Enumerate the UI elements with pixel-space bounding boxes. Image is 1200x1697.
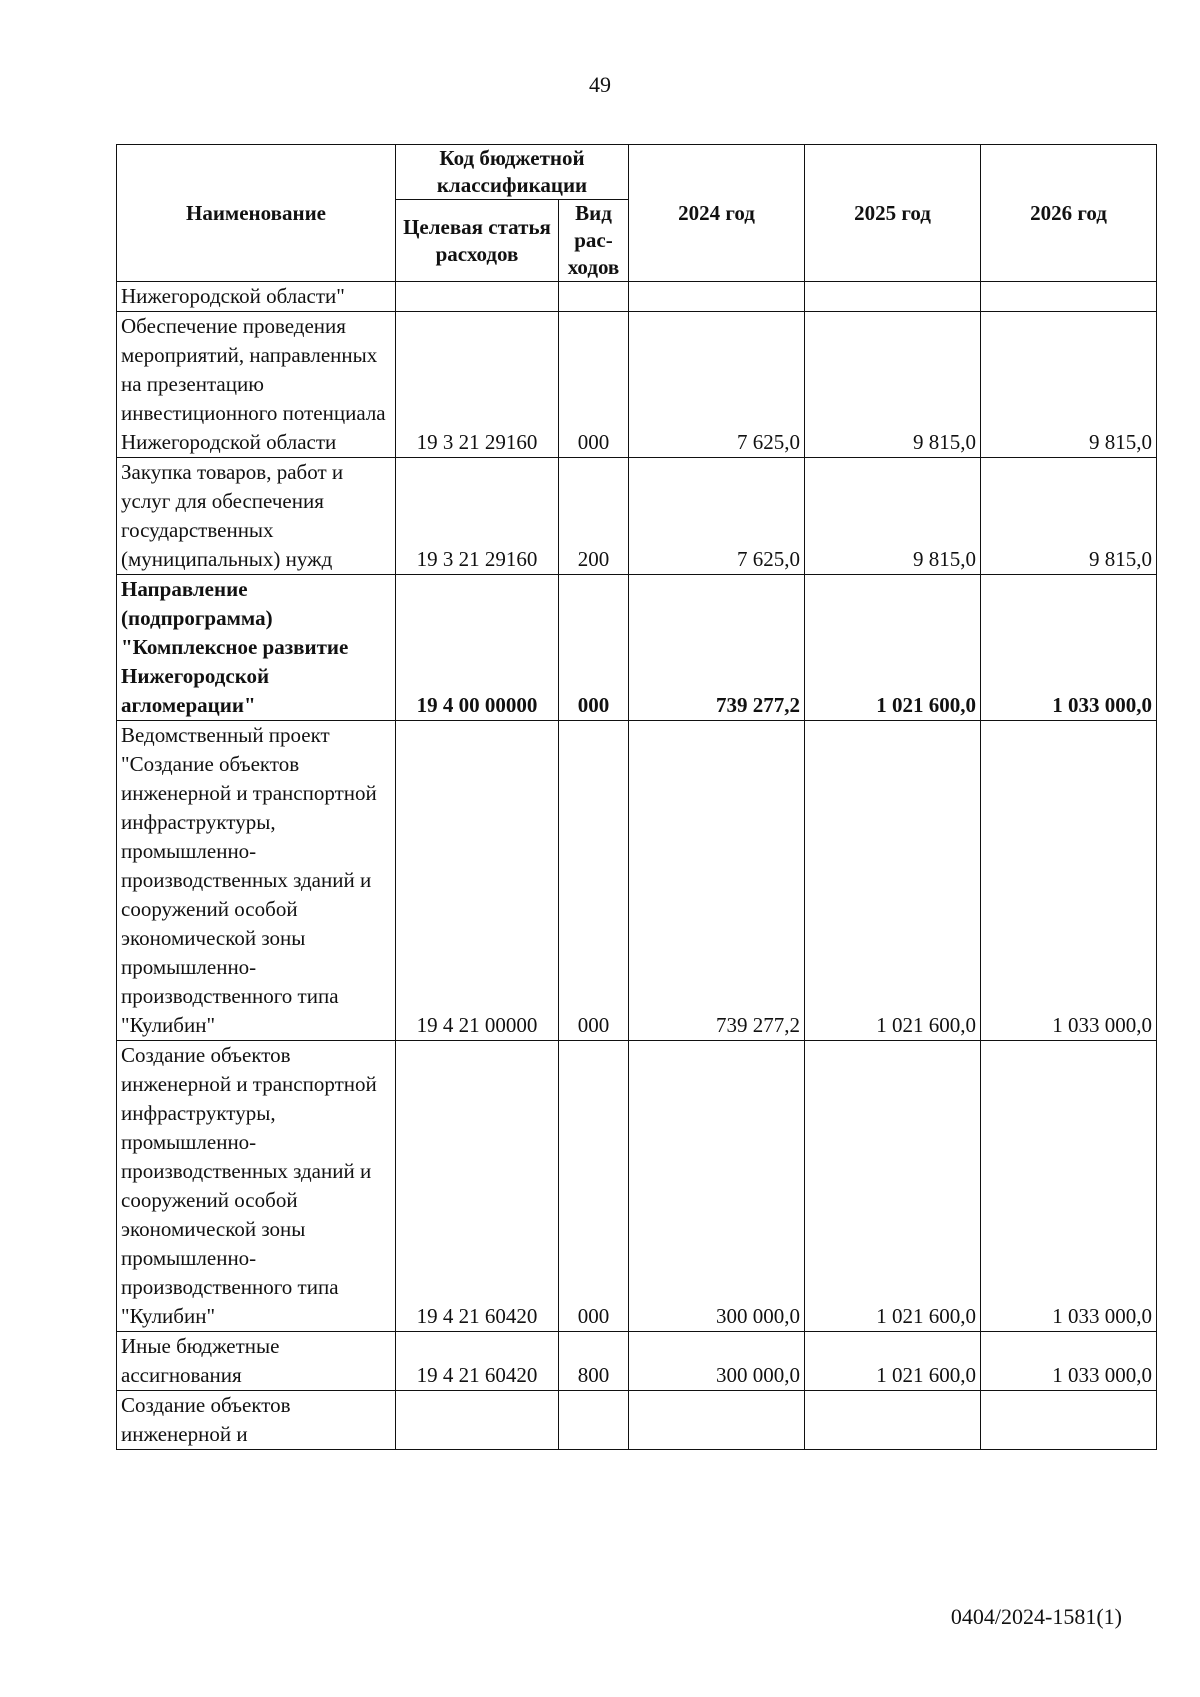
row-code-cell: 19 3 21 29160: [396, 312, 559, 458]
row-kind-cell: 800: [559, 1332, 629, 1391]
row-2025-cell: [805, 282, 981, 312]
row-name-cell: Ведомственный проект "Создание объектов инженерной и транспортной инфраструктуры, промышленно-производственных зданий и сооружений особой экономической зоны промышленно-производственного типа "Кулибин": [117, 721, 396, 1041]
table-row: [117, 282, 1157, 312]
page-number: 49: [589, 72, 611, 97]
row-2024-cell: 300 000,0: [629, 1332, 805, 1391]
row-code-cell: [396, 282, 559, 312]
row-2024-cell: 739 277,2: [629, 575, 805, 721]
row-name-cell: Нижегородской области": [117, 282, 396, 312]
header-2024: 2024 год: [629, 145, 805, 282]
table-body: [117, 282, 1157, 1450]
header-code-group: Код бюджетной классификации: [396, 145, 629, 200]
row-2024-cell: 300 000,0: [629, 1041, 805, 1332]
row-2025-cell: 9 815,0: [805, 312, 981, 458]
header-2026: 2026 год: [981, 145, 1157, 282]
row-code-cell: 19 3 21 29160: [396, 458, 559, 575]
row-name-cell: Иные бюджетные ассигнования: [117, 1332, 396, 1391]
row-2026-cell: [981, 1391, 1157, 1450]
row-code-cell: 19 4 00 00000: [396, 575, 559, 721]
row-kind-cell: 000: [559, 1041, 629, 1332]
row-2026-cell: 1 033 000,0: [981, 721, 1157, 1041]
table-row: [117, 1041, 1157, 1332]
row-2025-cell: 1 021 600,0: [805, 575, 981, 721]
row-2026-cell: 1 033 000,0: [981, 1332, 1157, 1391]
row-2026-cell: 9 815,0: [981, 458, 1157, 575]
header-target: Целевая статья расходов: [396, 200, 559, 282]
row-2025-cell: [805, 1391, 981, 1450]
row-code-cell: [396, 1391, 559, 1450]
header-name: Наименование: [117, 145, 396, 282]
row-2025-cell: 1 021 600,0: [805, 721, 981, 1041]
table-row: [117, 1332, 1157, 1391]
row-2026-cell: 9 815,0: [981, 312, 1157, 458]
row-kind-cell: 000: [559, 721, 629, 1041]
row-2026-cell: 1 033 000,0: [981, 1041, 1157, 1332]
row-2025-cell: 1 021 600,0: [805, 1041, 981, 1332]
row-2024-cell: [629, 1391, 805, 1450]
row-kind-cell: [559, 1391, 629, 1450]
table-row: [117, 458, 1157, 575]
row-name-cell: Закупка товаров, работ и услуг для обеспечения государственных (муниципальных) нужд: [117, 458, 396, 575]
row-kind-cell: 000: [559, 312, 629, 458]
header-2025: 2025 год: [805, 145, 981, 282]
row-name-cell: Обеспечение проведения мероприятий, направленных на презентацию инвестиционного потенциала Нижегородской области: [117, 312, 396, 458]
row-2024-cell: 739 277,2: [629, 721, 805, 1041]
row-code-cell: 19 4 21 60420: [396, 1041, 559, 1332]
table-row: [117, 575, 1157, 721]
table-row: [117, 721, 1157, 1041]
row-2025-cell: 9 815,0: [805, 458, 981, 575]
budget-table: [116, 144, 1157, 1450]
row-2026-cell: [981, 282, 1157, 312]
row-2026-cell: 1 033 000,0: [981, 575, 1157, 721]
row-name-cell: Направление (подпрограмма) "Комплексное развитие Нижегородской агломерации": [117, 575, 396, 721]
row-name-cell: Создание объектов инженерной и: [117, 1391, 396, 1450]
header-kind: Вид рас-ходов: [559, 200, 629, 282]
row-kind-cell: 000: [559, 575, 629, 721]
row-kind-cell: 200: [559, 458, 629, 575]
table-row: [117, 1391, 1157, 1450]
row-2024-cell: [629, 282, 805, 312]
row-2025-cell: 1 021 600,0: [805, 1332, 981, 1391]
row-kind-cell: [559, 282, 629, 312]
row-name-cell: Создание объектов инженерной и транспортной инфраструктуры, промышленно-производственных зданий и сооружений особой экономической зоны промышленно-производственного типа "Кулибин": [117, 1041, 396, 1332]
document-id: 0404/2024-1581(1): [950, 1604, 1122, 1629]
row-code-cell: 19 4 21 60420: [396, 1332, 559, 1391]
table-row: [117, 312, 1157, 458]
row-2024-cell: 7 625,0: [629, 312, 805, 458]
row-2024-cell: 7 625,0: [629, 458, 805, 575]
row-code-cell: 19 4 21 00000: [396, 721, 559, 1041]
